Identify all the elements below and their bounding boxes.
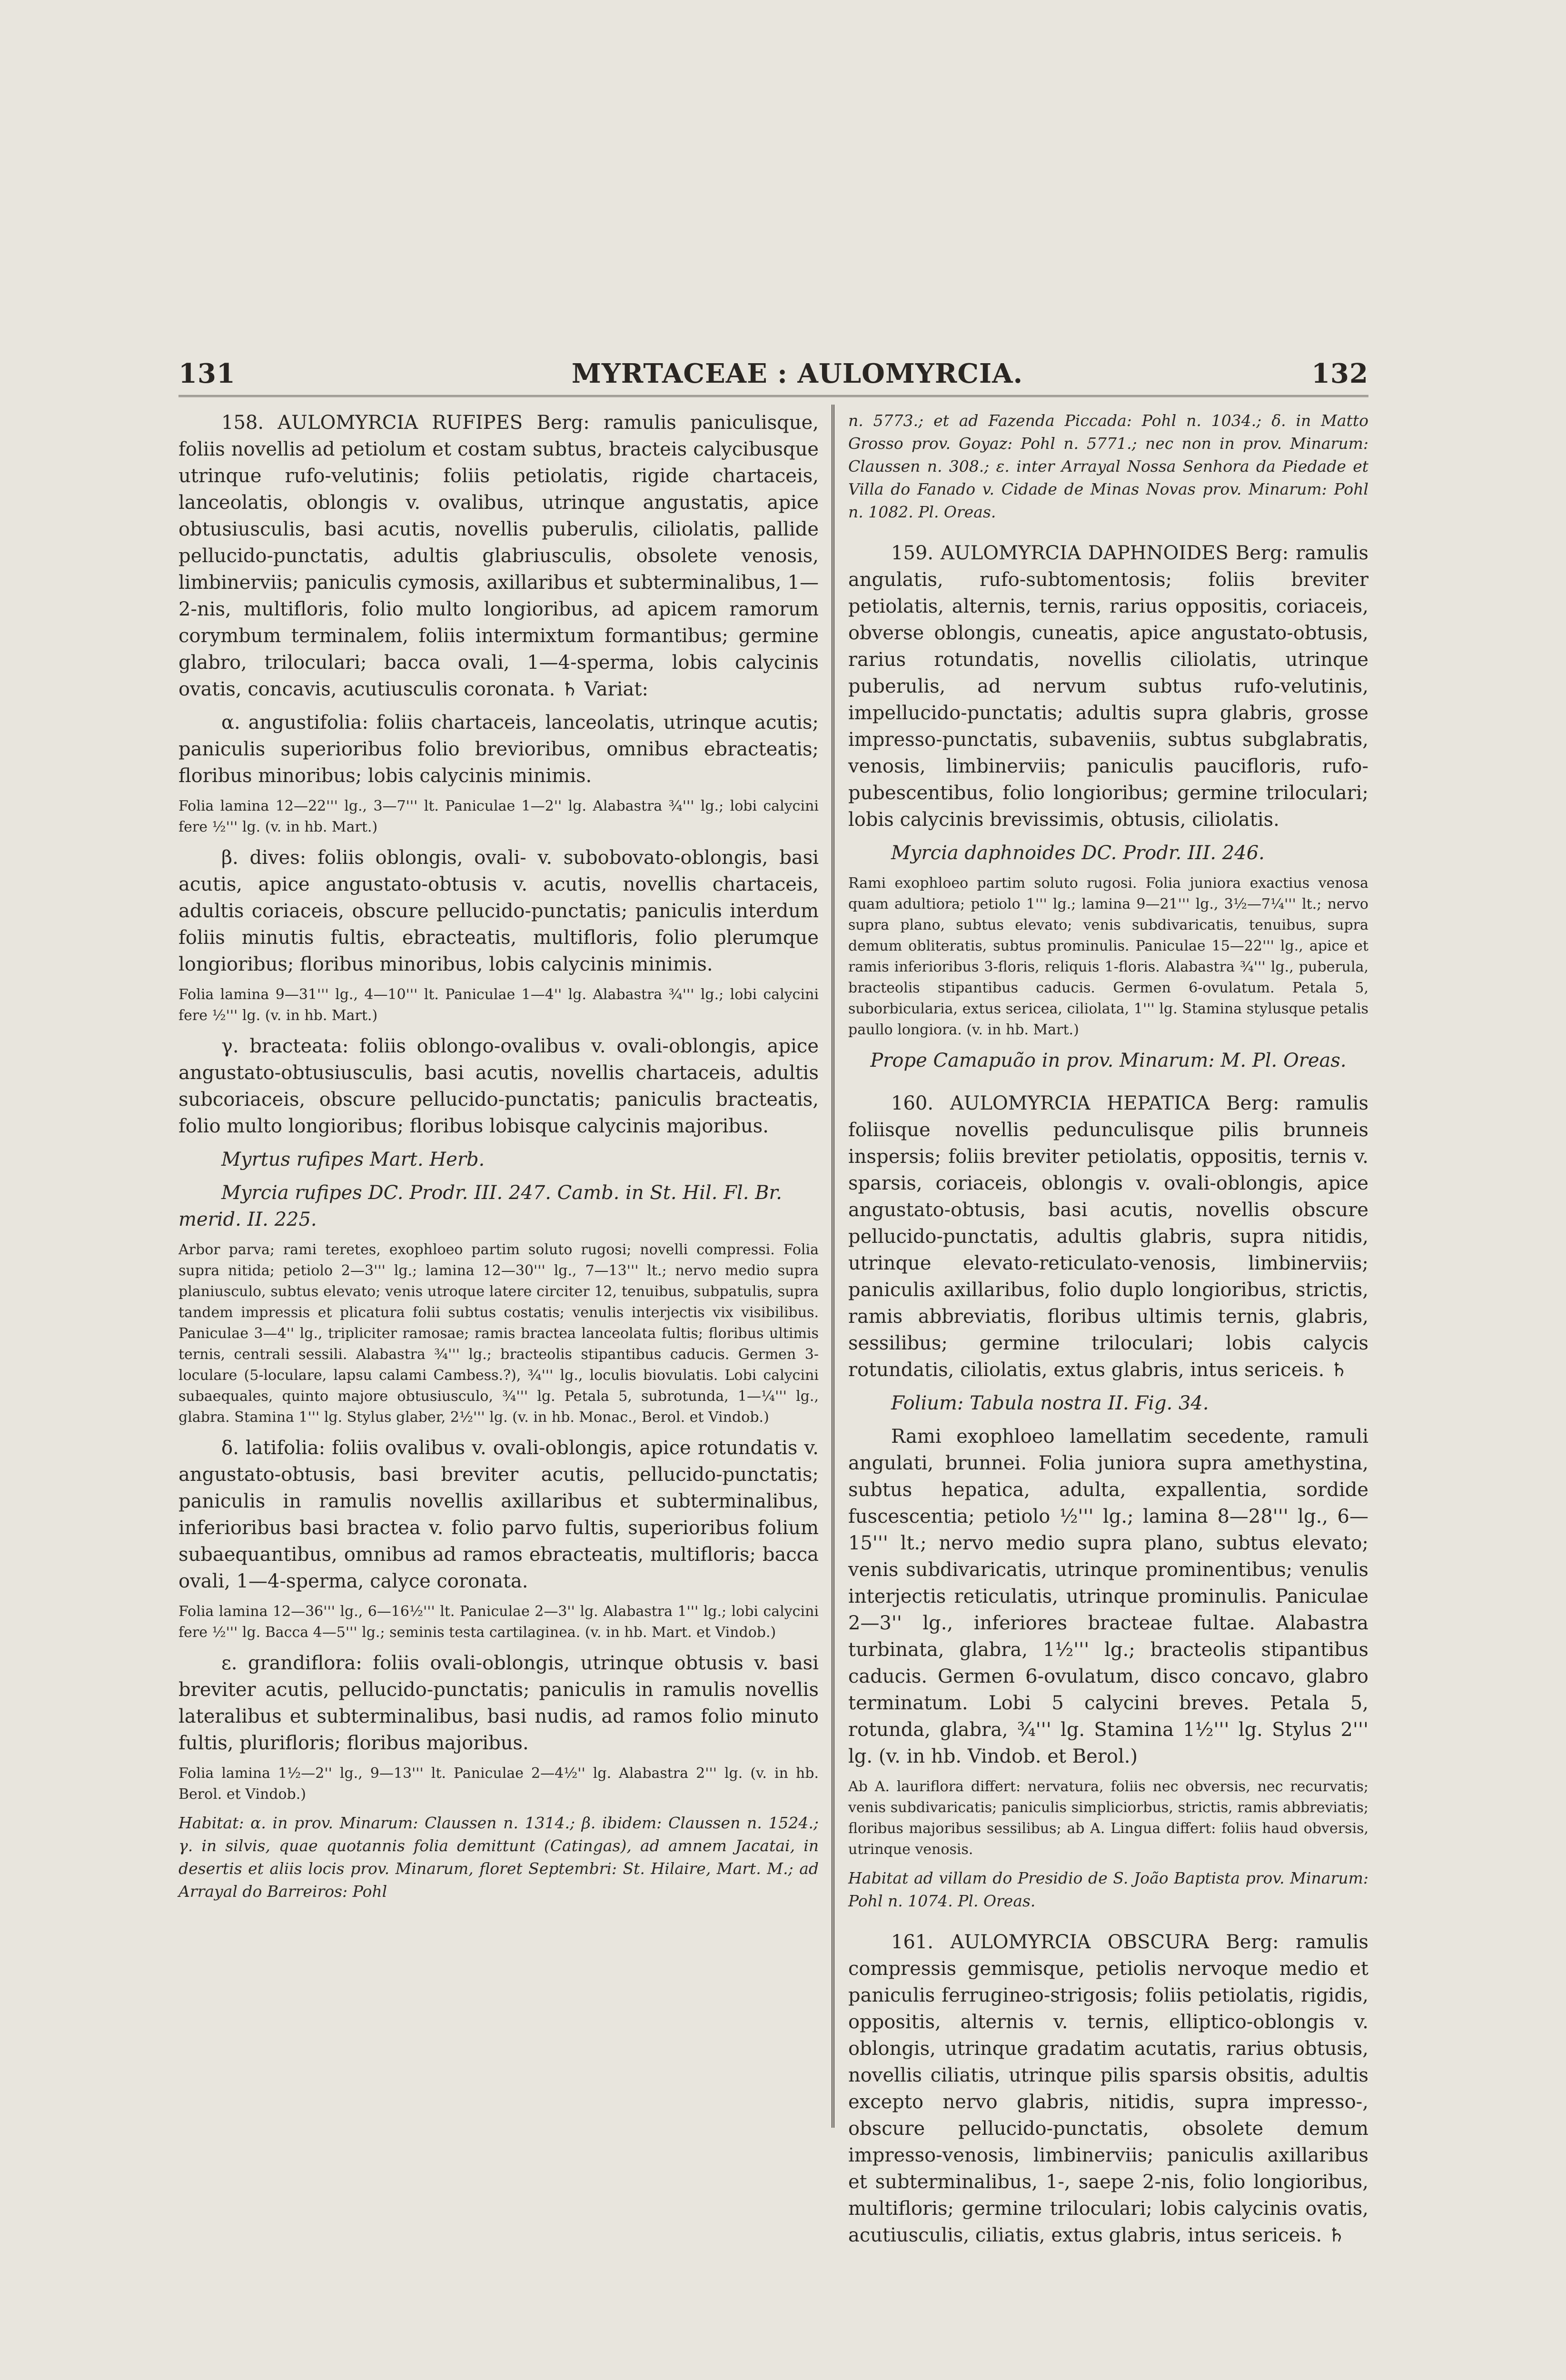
variety-beta-note: Folia lamina 9—31''' lg., 4—10''' lt. Paniculae 1—4'' lg. Alabastra ¾''' lg.; lobi calycini fere ½''' lg. (v. in hb. Mart.) [178,986,819,1024]
variety-epsilon: ε. grandiflora: foliis ovali-oblongis, utrinque obtusis v. basi breviter acutis, pellucido-punctatis; paniculis in ramulis novellis lateralibus et subterminalibus, basi nudis, ad ramos folio minuto fultis, plurifloris; floribus majoribus. [178,1652,819,1754]
species-161: 161. AULOMYRCIA OBSCURA Berg: ramulis compressis gemmisque, petiolis nervoque medio et paniculis ferrugineo-strigosis; foliis petiolatis, rigidis, oppositis, alternis v. ternis, elliptico-oblongis v. oblongis, utrinque gradatim acutatis, rarius obtusis, novellis ciliatis, utrinque pilis sparsis obsitis, adultis excepto nervo glabris, nitidis, supra impresso-, obscure pellucido-punctatis, obsolete demum impresso-venosis, limbinerviis; paniculis axillaribus et subterminalibus, 1-, saepe 2-nis, folio longioribus, multifloris; germine triloculari; lobis calycinis ovatis, acutiusculis, ciliatis, extus glabris, intus sericeis. ♄ [848,1931,1368,2246]
species-159-note: Rami exophloeo partim soluto rugosi. Folia juniora exactius venosa quam adultiora; petiolo 1''' lg.; lamina 9—21''' lg., 3½—7¼''' lt.; nervo supra plano, subtus elevato; venis subdivaricatis, tenuibus, supra demum obliteratis, subtus prominulis. Paniculae 15—22''' lg., apice et ramis inferioribus 3-floris, reliquis 1-floris. Alabastra ¾''' lg., puberula, bracteolis stipantibus caducis. Germen 6-ovulatum. Petala 5, suborbicularia, extus sericea, ciliolata, 1''' lg. Stamina stylusque petalis paullo longiora. (v. in hb. Mart.) [848,875,1368,1038]
species-160-comparison: Ab A. lauriflora differt: nervatura, foliis nec obversis, nec recurvatis; venis subdivaricatis; paniculis simpliciorbus, strictis, ramis abbreviatis; floribus majoribus sessilibus; ab A. Lingua differt: foliis haud obversis, utrinque venosis. [848,1778,1368,1858]
variety-gamma: γ. bracteata: foliis oblongo-ovalibus v. ovali-oblongis, apice angustato-obtusiusculis, basi acutis, novellis chartaceis, adultis subcoriaceis, obscure pellucido-punctatis; paniculis bracteatis, folio multo longioribus; floribus lobisque calycinis majoribus. [178,1035,819,1137]
variety-beta: β. dives: foliis oblongis, ovali- v. subobovato-oblongis, basi acutis, apice angustato-obtusis v. acutis, novellis chartaceis, adultis coriaceis, obscure pellucido-punctatis; paniculis interdum foliis minutis fultis, ebracteatis, multifloris, folio plerumque longioribus; floribus minoribus, lobis calycinis minimis. [178,847,819,975]
synonym-citation: Myrcia rufipes DC. Prodr. III. 247. Camb. in St. Hil. Fl. Br. merid. II. 225. [178,1182,782,1230]
variety-alpha-note: Folia lamina 12—22''' lg., 3—7''' lt. Paniculae 1—2'' lg. Alabastra ¾''' lg.; lobi calycini fere ½''' lg. (v. in hb. Mart.) [178,798,819,835]
species-159: 159. AULOMYRCIA DAPHNOIDES Berg: ramulis angulatis, rufo-subtomentosis; foliis breviter petiolatis, alternis, ternis, rarius oppositis, coriaceis, obverse oblongis, cuneatis, apice angustato-obtusis, rarius rotundatis, novellis ciliolatis, utrinque puberulis, ad nervum subtus rufo-velutinis, impellucido-punctatis; adultis supra glabris, grosse impresso-punctatis, subaveniis, subtus subglabratis, venosis, limbinerviis; paniculis paucifloris, rufo-pubescentibus, folio longioribus; germine triloculari; lobis calycinis brevissimis, obtusis, ciliolatis. [848,542,1368,831]
page-number-left: 131 [178,358,236,389]
habitat-159: Prope Camapuão in prov. Minarum: M. Pl. Oreas. [870,1050,1347,1071]
variety-alpha: α. angustifolia: foliis chartaceis, lanceolatis, utrinque acutis; paniculis superioribus folio brevioribus, omnibus ebracteatis; floribus minoribus; lobis calycinis minimis. [178,712,819,787]
running-title: MYRTACEAE : AULOMYRCIA. [571,358,1023,389]
page-number-right: 132 [1311,358,1368,389]
variety-delta: δ. latifolia: foliis ovalibus v. ovali-oblongis, apice rotundatis v. angustato-obtusis, basi breviter acutis, pellucido-punctatis; paniculis in ramulis novellis axillaribus et subterminalibus, inferioribus basi bractea v. folio parvo fultis, superioribus folium subaequantibus, omnibus ad ramos ebracteatis, multifloris; bacca ovali, 1—4-sperma, calyce coronata. [178,1437,819,1592]
habitat-158-continued: n. 5773.; et ad Fazenda Piccada: Pohl n. 1034.; δ. in Matto Grosso prov. Goyaz: Pohl n. 5771.; nec non in prov. Minarum: Claussen n. 308.; ε. inter Arrayal Nossa Senhora da Piedade et Villa do Fanado v. Cidade de Minas Novas prov. Minarum: Pohl n. 1082. Pl. Oreas. [848,411,1368,521]
species-160: 160. AULOMYRCIA HEPATICA Berg: ramulis foliisque novellis pedunculisque pilis brunneis inspersis; foliis breviter petiolatis, oppositis, ternis v. sparsis, coriaceis, oblongis v. ovali-oblongis, apice angustato-obtusis, basi acutis, novellis obscure pellucido-punctatis, adultis glabris, supra nitidis, utrinque elevato-reticulato-venosis, limbinerviis; paniculis axillaribus, folio duplo longioribus, strictis, ramis abbreviatis, floribus ultimis ternis, glabris, sessilibus; germine triloculari; lobis calycis rotundatis, ciliolatis, extus glabris, intus sericeis. ♄ [848,1092,1368,1381]
variety-epsilon-note: Folia lamina 1½—2'' lg., 9—13''' lt. Paniculae 2—4½'' lg. Alabastra 2''' lg. (v. in hb. Berol. et Vindob.) [178,1765,819,1803]
species-158: 158. AULOMYRCIA RUFIPES Berg: ramulis paniculisque, foliis novellis ad petiolum et costam subtus, bracteis calycibusque utrinque rufo-velutinis; foliis petiolatis, rigide chartaceis, lanceolatis, oblongis v. ovalibus, utrinque angustatis, apice obtusiusculis, basi acutis, novellis puberulis, ciliolatis, pallide pellucido-punctatis, adultis glabriusculis, obsolete venosis, limbinerviis; paniculis cymosis, axillaribus et subterminalibus, 1—2-nis, multifloris, folio multo longioribus, ad apicem ramorum corymbum terminalem, foliis intermixtum formantibus; germine glabro, triloculari; bacca ovali, 1—4-sperma, lobis calycinis ovatis, concavis, acutiusculis coronata. ♄ Variat: [178,412,819,700]
synonym-citation: Myrtus rufipes Mart. Herb. [221,1149,485,1170]
synonym-citation: Myrcia daphnoides DC. Prodr. III. 246. [891,842,1265,864]
variety-delta-note: Folia lamina 12—36''' lg., 6—16½''' lt. Paniculae 2—3'' lg. Alabastra 1''' lg.; lobi calycini fere ½''' lg. Bacca 4—5''' lg.; seminis testa cartilaginea. (v. in hb. Mart. et Vindob.) [178,1603,819,1641]
column-divider [832,405,834,2128]
habitat-158: Habitat: α. in prov. Minarum: Claussen n. 1314.; β. ibidem: Claussen n. 1524.; γ. in silvis, quae quotannis folia demittunt (Catingas), ad amnem Jacatai, in desertis et aliis locis prov. Minarum, floret Septembri: St. Hilaire, Mart. M.; ad Arrayal do Barreiros: Pohl [178,1814,819,1901]
left-column [178,409,819,1910]
variety-gamma-note: Arbor parva; rami teretes, exophloeo partim soluto rugosi; novelli compressi. Folia supra nitida; petiolo 2—3''' lg.; lamina 12—30''' lg., 7—13''' lt.; nervo medio supra planiusculo, subtus elevato; venis utroque latere circiter 12, tenuibus, subpatulis, supra tandem impressis et plicatura folii subtus costatis; venulis interjectis vix visibilibus. Paniculae 3—4'' lg., tripliciter ramosae; ramis bractea lanceolata fultis; floribus ultimis ternis, centrali sessili. Alabastra ¾''' lg.; bracteolis stipantibus caducis. Germen 3-loculare (5-loculare, lapsu calami Cambess.?), ¾''' lg., loculis biovulatis. Lobi calycini subaequales, quinto majore obtusiusculo, ¾''' lg. Petala 5, subrotunda, 1—¼''' lg., glabra. Stamina 1''' lg. Stylus glaber, 2½''' lg. (v. in hb. Monac., Berol. et Vindob.) [178,1241,819,1426]
species-160-description: Rami exophloeo lamellatim secedente, ramuli angulati, brunnei. Folia juniora supra amethystina, subtus hepatica, adulta, expallentia, sordide fuscescentia; petiolo ½''' lg.; lamina 8—28''' lg., 6—15''' lt.; nervo medio supra plano, subtus elevato; venis subdivaricatis, utrinque prominentibus; venulis interjectis reticulatis, utrinque prominulis. Paniculae 2—3'' lg., inferiores bracteae fultae. Alabastra turbinata, glabra, 1½''' lg.; bracteolis stipantibus caducis. Germen 6-ovulatum, disco concavo, glabro terminatum. Lobi 5 calycini breves. Petala 5, rotunda, glabra, ¾''' lg. Stamina 1½''' lg. Stylus 2''' lg. (v. in hb. Vindob. et Berol.) [848,1426,1368,1767]
header-rule [178,395,1368,397]
right-column [848,409,1368,2255]
habitat-160: Habitat ad villam do Presidio de S. João Baptista prov. Minarum: Pohl n. 1074. Pl. Oreas. [848,1869,1368,1910]
running-header [178,358,1368,396]
figure-reference: Folium: Tabula nostra II. Fig. 34. [891,1392,1209,1414]
